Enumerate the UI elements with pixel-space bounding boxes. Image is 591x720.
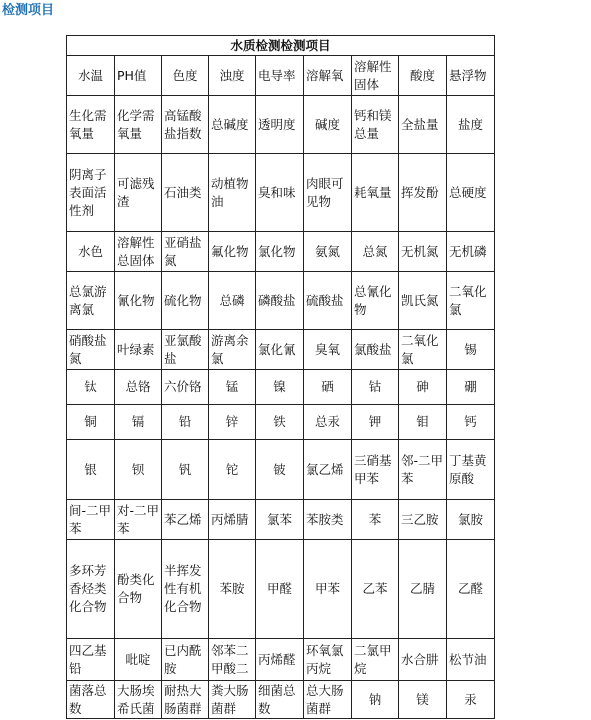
table-cell: 铁	[256, 405, 304, 440]
table-cell: 苯乙烯	[162, 500, 209, 540]
table-cell: 总磷	[209, 272, 256, 330]
table-cell: 三乙胺	[399, 500, 447, 540]
table-cell: 多环芳香烃类化合物	[67, 540, 115, 639]
table-cell: 化学需氧量	[115, 96, 162, 154]
table-cell: 酚类化合物	[115, 540, 162, 639]
table-cell: 二氧化氯	[447, 272, 495, 330]
table-row	[67, 540, 495, 639]
table-cell: 肉眼可见物	[304, 154, 352, 232]
table-cell: 水温	[67, 56, 115, 96]
table-cell: 透明度	[256, 96, 304, 154]
table-cell: 半挥发性有机化合物	[162, 540, 209, 639]
table-cell: 粪大肠菌群	[209, 681, 256, 719]
table-cell: 总氮	[352, 232, 399, 272]
table-cell: 铊	[209, 440, 256, 500]
table-cell: 硼	[447, 370, 495, 405]
table-cell: 臭氧	[304, 330, 352, 370]
table-cell: 铅	[162, 405, 209, 440]
table-cell: 镍	[256, 370, 304, 405]
table-cell: 钙	[447, 405, 495, 440]
table-cell: 氰化物	[115, 272, 162, 330]
table-cell: 环氧氯丙烷	[304, 639, 352, 681]
table-cell: 悬浮物	[447, 56, 495, 96]
table-cell: 氟化物	[209, 232, 256, 272]
table-cell: 菌落总数	[67, 681, 115, 719]
table-cell: 钴	[352, 370, 399, 405]
table-cell: 阴离子表面活性剂	[67, 154, 115, 232]
table-cell: 苯胺	[209, 540, 256, 639]
table-cell: 锰	[209, 370, 256, 405]
page-heading: 检测项目	[2, 3, 55, 18]
table-cell: 邻-二甲苯	[399, 440, 447, 500]
table-row	[67, 405, 495, 440]
table-cell: 钡	[115, 440, 162, 500]
table-cell: 总氯游离氯	[67, 272, 115, 330]
table-cell: 氯化氰	[256, 330, 304, 370]
table-cell: 氯酸盐	[352, 330, 399, 370]
table-cell: 苯胺类	[304, 500, 352, 540]
table-cell: 电导率	[256, 56, 304, 96]
table-cell: 总汞	[304, 405, 352, 440]
table-cell: 硝酸盐氮	[67, 330, 115, 370]
table-cell: 无机氮	[399, 232, 447, 272]
table-cell: 甲醛	[256, 540, 304, 639]
table-cell: 氯化物	[256, 232, 304, 272]
table-cell: 无机磷	[447, 232, 495, 272]
table-cell: 铍	[256, 440, 304, 500]
table-cell: 总碱度	[209, 96, 256, 154]
table-row	[67, 56, 495, 96]
table-cell: 色度	[162, 56, 209, 96]
table-cell: 吡啶	[115, 639, 162, 681]
table-cell: 溶解性固体	[352, 56, 399, 96]
table-cell: 可滤残渣	[115, 154, 162, 232]
table-cell: 钒	[162, 440, 209, 500]
table-cell: 总氰化物	[352, 272, 399, 330]
table-cell: 溶解性总固体	[115, 232, 162, 272]
table-cell: 已内酰胺	[162, 639, 209, 681]
table-cell: 盐度	[447, 96, 495, 154]
table-cell: 动植物油	[209, 154, 256, 232]
table-cell: 叶绿素	[115, 330, 162, 370]
table-cell: 凯氏氮	[399, 272, 447, 330]
table-cell: 硒	[304, 370, 352, 405]
table-cell: 挥发酚	[399, 154, 447, 232]
table-row	[67, 370, 495, 405]
table-cell: 钼	[399, 405, 447, 440]
table-cell: 钾	[352, 405, 399, 440]
table-row	[67, 272, 495, 330]
table-cell: 高锰酸盐指数	[162, 96, 209, 154]
table-cell: 氯苯	[256, 500, 304, 540]
table-cell: 六价铬	[162, 370, 209, 405]
table-cell: 溶解氧	[304, 56, 352, 96]
table-cell: 苯	[352, 500, 399, 540]
table-cell: 亚氯酸盐	[162, 330, 209, 370]
table-cell: 细菌总数	[256, 681, 304, 719]
table-row	[67, 96, 495, 154]
table-row	[67, 681, 495, 719]
water-quality-table	[66, 35, 495, 719]
table-cell: 汞	[447, 681, 495, 719]
table-row	[67, 154, 495, 232]
table-cell: 松节油	[447, 639, 495, 681]
table-cell: 大肠埃希氏菌	[115, 681, 162, 719]
table-cell: 钠	[352, 681, 399, 719]
table-cell: 硫酸盐	[304, 272, 352, 330]
table-cell: 钛	[67, 370, 115, 405]
table-cell: 丁基黄原酸	[447, 440, 495, 500]
table-caption: 水质检测检测项目	[67, 36, 495, 56]
table-cell: 亚硝盐氮	[162, 232, 209, 272]
table-cell: 钙和镁总量	[352, 96, 399, 154]
table-cell: 丙烯醛	[256, 639, 304, 681]
table-cell: 甲苯	[304, 540, 352, 639]
table-cell: 乙腈	[399, 540, 447, 639]
table-cell: 酸度	[399, 56, 447, 96]
table-row	[67, 330, 495, 370]
table-row	[67, 232, 495, 272]
table-cell: 砷	[399, 370, 447, 405]
table-cell: 全盐量	[399, 96, 447, 154]
table-row	[67, 440, 495, 500]
table-cell: 锡	[447, 330, 495, 370]
table-cell: 生化需氧量	[67, 96, 115, 154]
table-cell: 丙烯腈	[209, 500, 256, 540]
table-cell: 氯乙烯	[304, 440, 352, 500]
table-cell: 四乙基铅	[67, 639, 115, 681]
table-cell: 耗氧量	[352, 154, 399, 232]
table-cell: PH值	[115, 56, 162, 96]
table-cell: 邻苯二甲酸二	[209, 639, 256, 681]
table-cell: 石油类	[162, 154, 209, 232]
table-cell: 锌	[209, 405, 256, 440]
table-cell: 硫化物	[162, 272, 209, 330]
table-cell: 水合肼	[399, 639, 447, 681]
table-cell: 磷酸盐	[256, 272, 304, 330]
table-cell: 耐热大肠菌群	[162, 681, 209, 719]
table-cell: 臭和味	[256, 154, 304, 232]
table-cell: 间-二甲苯	[67, 500, 115, 540]
table-cell: 铜	[67, 405, 115, 440]
table-cell: 总铬	[115, 370, 162, 405]
table-cell: 游离余氯	[209, 330, 256, 370]
table-cell: 乙醛	[447, 540, 495, 639]
table-row	[67, 500, 495, 540]
table-cell: 水色	[67, 232, 115, 272]
table-cell: 总硬度	[447, 154, 495, 232]
table-cell: 二氯甲烷	[352, 639, 399, 681]
table-cell: 镁	[399, 681, 447, 719]
table-cell: 浊度	[209, 56, 256, 96]
table-row	[67, 639, 495, 681]
table-cell: 氯胺	[447, 500, 495, 540]
table-cell: 三硝基甲苯	[352, 440, 399, 500]
table-cell: 对-二甲苯	[115, 500, 162, 540]
table-cell: 银	[67, 440, 115, 500]
table-cell: 氨氮	[304, 232, 352, 272]
table-cell: 碱度	[304, 96, 352, 154]
table-cell: 二氧化氯	[399, 330, 447, 370]
table-cell: 乙苯	[352, 540, 399, 639]
table-cell: 总大肠菌群	[304, 681, 352, 719]
table-cell: 镉	[115, 405, 162, 440]
